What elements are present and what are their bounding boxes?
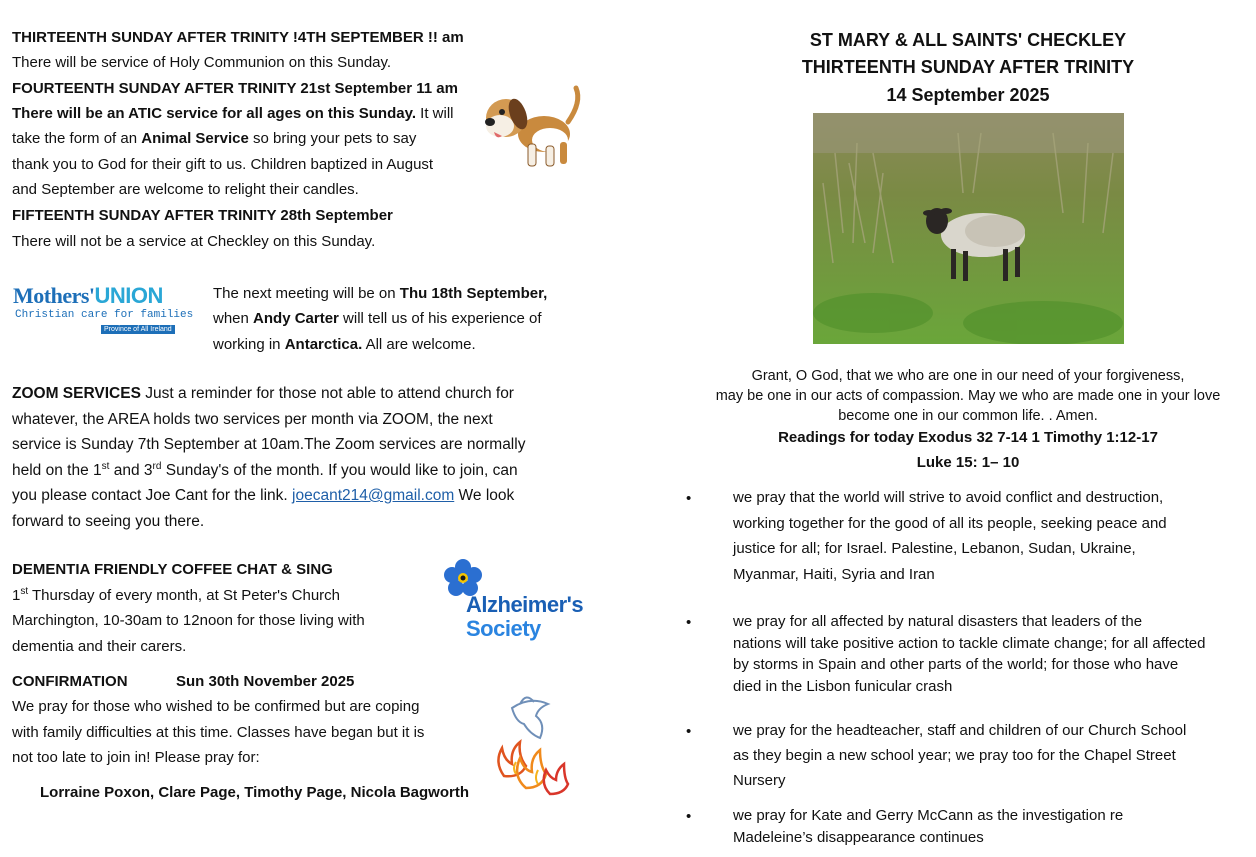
confirmation-names: Lorraine Poxon, Clare Page, Timothy Page, Nicola Bagworth xyxy=(40,784,469,801)
dem-st: st xyxy=(20,586,29,597)
dementia-heading: DEMENTIA FRIENDLY COFFEE CHAT & SING xyxy=(12,561,333,578)
s14-line3: thank you to God for their gift to us. Children baptized in August xyxy=(12,156,434,173)
dementia-line2: Marchington, 10-30am to 12noon for those living with xyxy=(12,612,365,629)
mothers-union-logo xyxy=(13,283,195,343)
mu-l3c: All are welcome. xyxy=(362,336,476,353)
zoom-line4 xyxy=(12,462,518,481)
zoom-line5 xyxy=(12,487,514,506)
s14-l2c: so bring your pets to say xyxy=(248,130,417,147)
church-title: ST MARY & ALL SAINTS' CHECKLEY xyxy=(809,30,1127,50)
s14-line4: and September are welcome to relight their candles. xyxy=(12,181,359,198)
dementia-line3: dementia and their carers. xyxy=(12,638,187,655)
dove-flames-icon xyxy=(490,694,574,798)
collect-line3: become one in our common life. . Amen. xyxy=(838,408,1098,424)
s15-heading: FIFTEENTH SUNDAY AFTER TRINITY 28th September xyxy=(12,207,393,224)
mu-logo-subtitle: Christian care for families xyxy=(15,309,194,321)
mu-date: Thu 18th September, xyxy=(399,285,548,302)
prayer2-line3: by storms in Spain and other parts of the world; for those who have xyxy=(733,656,1179,673)
confirmation-date: Sun 30th November 2025 xyxy=(176,673,355,690)
zoom-line1 xyxy=(12,385,514,404)
zoom-l4b: and 3 xyxy=(109,462,153,479)
mu-line1 xyxy=(213,285,547,303)
zoom-l1: Just a reminder for those not able to attend church for xyxy=(140,385,514,402)
sheep-photo xyxy=(813,113,1124,344)
mu-l2c: will tell us of his experience of xyxy=(338,310,542,327)
zoom-l4c: Sunday's of the month. If you would like to join, can xyxy=(161,462,518,479)
alzheimers-society-logo xyxy=(442,558,592,646)
s14-heading: FOURTEENTH SUNDAY AFTER TRINITY 21st September 11 am xyxy=(12,80,458,97)
zoom-line3: service is Sunday 7th September at 10am.The Zoom services are normally xyxy=(12,436,526,453)
bullet: • xyxy=(686,614,692,631)
prayer2-line2: nations will take positive action to tackle climate change; for all affected xyxy=(733,635,1206,652)
mu-logo-province: Province of All Ireland xyxy=(101,325,175,334)
prayer2-line1: we pray for all affected by natural disasters that leaders of the xyxy=(733,613,1143,630)
mu-l2a: when xyxy=(213,310,254,327)
s13-heading: THIRTEENTH SUNDAY AFTER TRINITY !4TH SEPTEMBER !! am xyxy=(12,29,464,46)
dementia-line1 xyxy=(12,587,340,605)
s14-l2a: take the form of an xyxy=(12,130,142,147)
mu-line3 xyxy=(213,336,476,354)
prayer4-line1: we pray for Kate and Gerry McCann as the investigation re xyxy=(733,807,1124,824)
dem-l1b: Thursday of every month, at St Peter's Church xyxy=(28,587,341,604)
s13-text: There will be service of Holy Communion on this Sunday. xyxy=(12,54,392,71)
mu-logo-union: UNION xyxy=(94,283,163,308)
prayer1-line2: working together for the good of all its people, seeking peace and xyxy=(733,515,1167,532)
readings-line2: Luke 15: 1– 10 xyxy=(916,454,1020,471)
zoom-heading: ZOOM SERVICES xyxy=(12,385,141,402)
mu-l3a: working in xyxy=(213,336,285,353)
zoom-rd: rd xyxy=(152,460,162,472)
prayer4-line2: Madeleine’s disappearance continues xyxy=(733,829,984,846)
collect-line2: may be one in our acts of compassion. May we who are made one in your love xyxy=(715,388,1221,404)
s14-line1 xyxy=(12,105,454,123)
conf-line1: We pray for those who wished to be confirmed but are coping xyxy=(12,698,420,715)
collect-line1: Grant, O God, that we who are one in our need of your forgiveness, xyxy=(751,368,1185,384)
prayer1-line1: we pray that the world will strive to avoid conflict and destruction, xyxy=(733,489,1164,506)
zoom-l5b: We look xyxy=(454,487,515,504)
s15-text: There will not be a service at Checkley on this Sunday. xyxy=(12,233,376,250)
prayer1-line4: Myanmar, Haiti, Syria and Iran xyxy=(733,566,935,583)
dog-illustration xyxy=(484,82,586,174)
alz-logo-text1: Alzheimer's xyxy=(466,592,584,617)
mu-place: Antarctica. xyxy=(284,336,363,353)
prayer3-line3: Nursery xyxy=(733,772,786,789)
confirmation-heading: CONFIRMATION xyxy=(12,673,128,690)
prayer3-line2: as they begin a new school year; we pray too for the Chapel Street xyxy=(733,747,1176,764)
prayer1-line3: justice for all; for Israel. Palestine, Lebanon, Sudan, Ukraine, xyxy=(733,540,1136,557)
mu-line2 xyxy=(213,310,542,328)
zoom-line2: whatever, the AREA holds two services per month via ZOOM, the next xyxy=(12,411,493,428)
alz-logo-text2: Society xyxy=(466,616,541,641)
animal-service-text: Animal Service xyxy=(141,130,249,147)
zoom-l5a: you please contact Joe Cant for the link. xyxy=(12,487,293,504)
conf-line3: not too late to join in! Please pray for: xyxy=(12,749,260,766)
date-title: 14 September 2025 xyxy=(886,85,1050,105)
zoom-l4a: held on the 1 xyxy=(12,462,102,479)
bullet: • xyxy=(686,808,692,825)
bullet: • xyxy=(686,490,692,507)
sunday-title: THIRTEENTH SUNDAY AFTER TRINITY xyxy=(801,57,1135,77)
zoom-line6: forward to seeing you there. xyxy=(12,513,205,530)
zoom-email-link[interactable]: joecant214@gmail.com xyxy=(292,487,455,504)
conf-line2: with family difficulties at this time. Classes have began but it is xyxy=(12,724,425,741)
prayer2-line4: died in the Lisbon funicular crash xyxy=(733,678,953,695)
mu-logo-mothers: Mothers' xyxy=(13,283,95,308)
zoom-st: st xyxy=(101,460,110,472)
s14-bold-text: There will be an ATIC service for all ages on this Sunday. xyxy=(12,105,416,122)
s14-line2 xyxy=(12,130,416,148)
mu-speaker: Andy Carter xyxy=(253,310,339,327)
prayer3-line1: we pray for the headteacher, staff and children of our Church School xyxy=(733,722,1187,739)
readings-line1: Readings for today Exodus 32 7-14 1 Timothy 1:12-17 xyxy=(778,429,1158,446)
s14-text-1: It will xyxy=(416,105,454,122)
dem-l1a: 1 xyxy=(12,587,21,604)
mu-l1a: The next meeting will be on xyxy=(213,285,400,302)
bullet: • xyxy=(686,723,692,740)
